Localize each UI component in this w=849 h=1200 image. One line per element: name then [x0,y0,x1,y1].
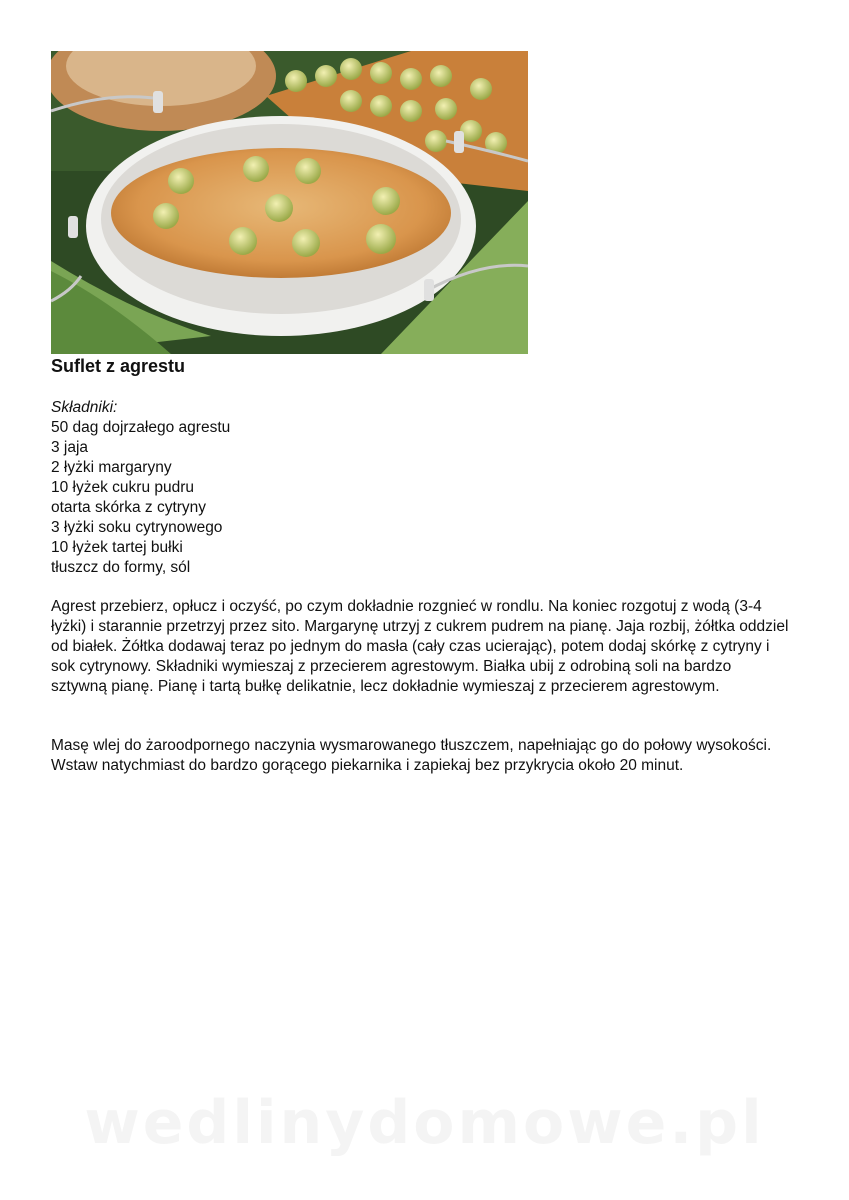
ingredient-item: 3 jaja [51,439,89,456]
ingredient-item: tłuszcz do formy, sól [51,559,191,576]
watermark: wedlinydomowe.pl [84,1088,765,1158]
ingredient-item: otarta skórka z cytryny [51,499,207,516]
instructions-paragraph: Masę wlej do żaroodpornego naczynia wysmarowanego tłuszczem, napełniając go do połowy wysokości. Wstaw natychmiast do bardzo gorącego piekarnika i zapiekaj bez przykrycia około 20 minut. [51,737,772,774]
ingredient-item: 3 łyżki soku cytrynowego [51,519,223,536]
recipe-photo [51,51,528,354]
ingredients-list [51,398,230,578]
ingredient-item: 2 łyżki margaryny [51,459,172,476]
ingredient-item: 10 łyżek tartej bułki [51,539,183,556]
instructions-paragraph: Agrest przebierz, opłucz i oczyść, po czym dokładnie rozgnieć w rondlu. Na koniec rozgotuj z wodą (3-4 łyżki) i starannie przetrzyj przez sito. Margarynę utrzyj z cukrem pudrem na pianę. Jaja rozbij, żółtka oddziel od białek. Żółtka dodawaj teraz po jednym do masła (cały czas ucierając), potem dodaj skórkę z cytryny i sok cytrynowy. Składniki wymieszaj z przecierem agrestowym. Białka ubij z odrobiną soli na bardzo sztywną pianę. Pianę i tartą bułkę delikatnie, lecz dokładnie wymieszaj z przecierem agrestowym. [51,598,789,695]
recipe-title: Suflet z agrestu [51,356,186,376]
ingredients-label: Składniki: [51,399,118,416]
ingredient-item: 50 dag dojrzałego agrestu [51,419,231,436]
ingredient-item: 10 łyżek cukru pudru [51,479,195,496]
